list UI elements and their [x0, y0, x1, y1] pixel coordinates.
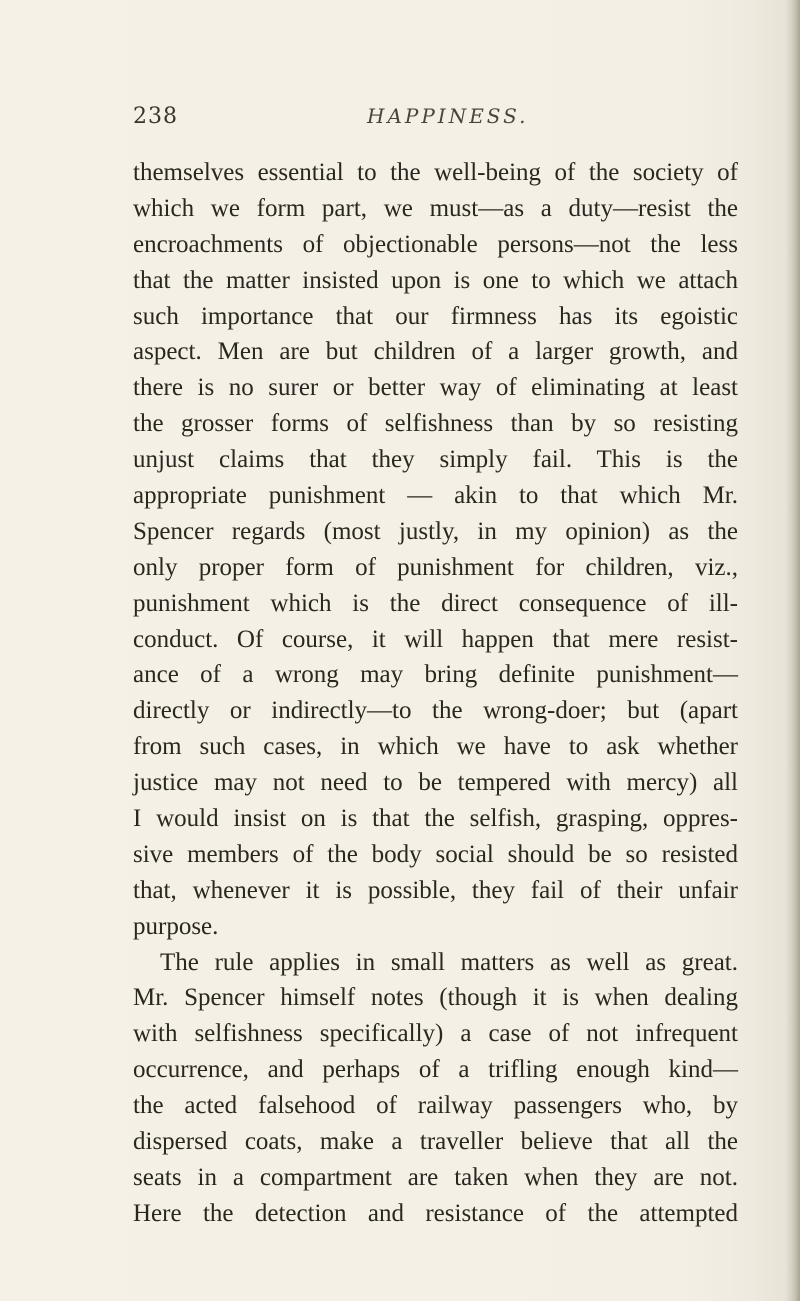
text-line: dispersed coats, make a traveller believe that all the: [133, 1128, 738, 1156]
text-line: such importance that our firmness has its egoistic: [133, 302, 738, 330]
page-edge-shadow: [786, 0, 800, 1301]
text-line: directly or indirectly—to the wrong-doer; but (apart: [133, 697, 738, 725]
text-line: only proper form of punishment for children, viz.,: [133, 553, 738, 581]
text-line: which we form part, we must—as a duty—resist the: [133, 194, 738, 222]
text-line: ance of a wrong may bring definite punishment—: [133, 661, 738, 689]
text-line: Spencer regards (most justly, in my opinion) as the: [133, 517, 738, 545]
text-line: appropriate punishment — akin to that which Mr.: [133, 482, 738, 510]
text-line: Mr. Spencer himself notes (though it is when dealing: [133, 984, 738, 1012]
text-line: The rule applies in small matters as well as great.: [160, 948, 738, 976]
text-line: from such cases, in which we have to ask whether: [133, 733, 738, 761]
running-title: HAPPINESS.: [367, 104, 529, 128]
text-line: themselves essential to the well-being of the society of: [133, 159, 738, 186]
text-line: the grosser forms of selfishness than by so resisting: [133, 410, 738, 438]
page-header: [133, 104, 733, 134]
text-line: punishment which is the direct consequence of ill-: [133, 589, 738, 617]
text-line: conduct. Of course, it will happen that mere resist-: [133, 625, 738, 653]
text-line: there is no surer or better way of eliminating at least: [133, 374, 738, 402]
text-line: Here the detection and resistance of the attempted: [133, 1199, 738, 1227]
text-line: that the matter insisted upon is one to which we attach: [133, 266, 738, 294]
body-text: [133, 155, 738, 1232]
text-line: aspect. Men are but children of a larger growth, and: [133, 338, 738, 366]
text-line: with selfishness specifically) a case of not infrequent: [133, 1020, 738, 1048]
text-line: that, whenever it is possible, they fail of their unfair: [133, 876, 738, 904]
text-line: I would insist on is that the selfish, grasping, oppres-: [133, 805, 738, 833]
text-line: the acted falsehood of railway passengers who, by: [133, 1092, 738, 1120]
text-line: sive members of the body social should be so resisted: [133, 840, 738, 868]
text-line: unjust claims that they simply fail. This is the: [133, 446, 738, 474]
text-line: seats in a compartment are taken when they are not.: [133, 1163, 738, 1191]
page-number: 238: [133, 104, 178, 129]
text-line: encroachments of objectionable persons—not the less: [133, 230, 738, 258]
text-line: occurrence, and perhaps of a trifling enough kind—: [133, 1056, 738, 1084]
text-line: justice may not need to be tempered with mercy) all: [133, 769, 738, 797]
text-line: purpose.: [133, 912, 219, 940]
